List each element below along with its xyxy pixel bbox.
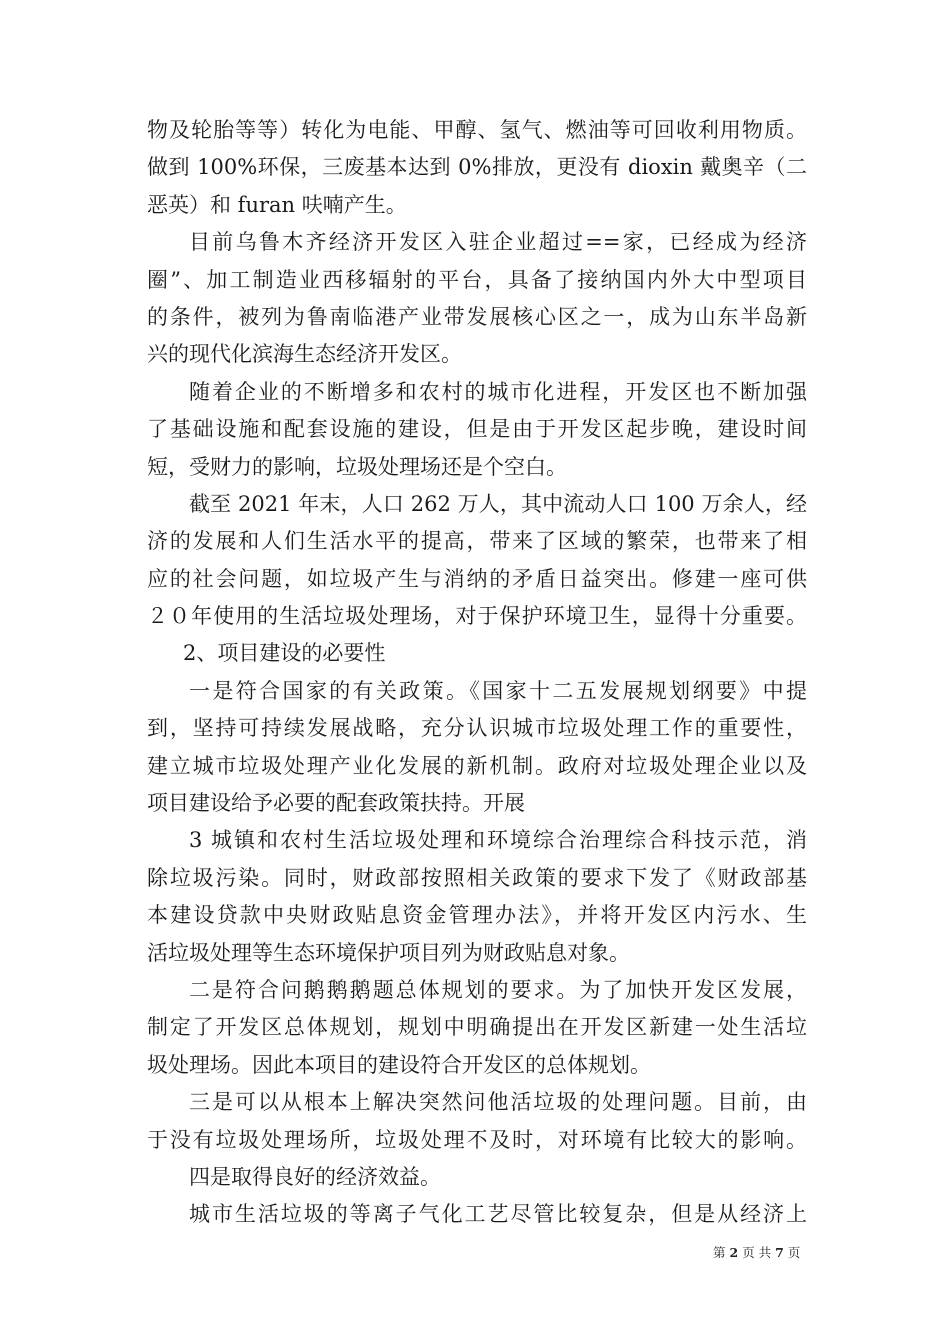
text-line: 物及轮胎等等）转化为电能、甲醇、氢气、燃油等可回收利用物质。 — [147, 118, 807, 142]
paragraph-start-line: 随着企业的不断增多和农村的城市化进程，开发区也不断加强 — [189, 379, 807, 404]
footer-prefix: 第 — [713, 1245, 726, 1260]
paragraph-start-line: 3 城镇和农村生活垃圾处理和环境综合治理综合科技示范，消 — [189, 828, 807, 853]
text-line: 应的社会问题，如垃圾产生与消纳的矛盾日益突出。修建一座可供 — [147, 566, 807, 591]
text-line: 恶英）和 furan 呋喃产生。 — [147, 192, 407, 217]
text-line: 建立城市垃圾处理产业化发展的新机制。政府对垃圾处理企业以及 — [147, 753, 807, 778]
text-line: 做到 100%环保，三废基本达到 0%排放，更没有 dioxin 戴奥辛（二 — [147, 155, 807, 180]
text-line: 圈”、加工制造业西移辐射的平台，具备了接纳国内外大中型项目 — [147, 267, 807, 292]
text-line: 了基础设施和配套设施的建设，但是由于开发区起步晚，建设时间 — [147, 417, 807, 442]
footer-middle: 页 共 — [742, 1245, 772, 1260]
text-line: 本建设贷款中央财政贴息资金管理办法》，并将开发区内污水、生 — [147, 903, 807, 928]
paragraph-start-line: 目前乌鲁木齐经济开发区入驻企业超过==家，已经成为经济 — [189, 230, 807, 255]
section-heading: 2、项目建设的必要性 — [183, 641, 386, 666]
text-line: 圾处理场。因此本项目的建设符合开发区的总体规划。 — [147, 1052, 651, 1077]
footer-suffix: 页 — [787, 1245, 801, 1260]
current-page-number: 2 — [729, 1245, 739, 1260]
paragraph-start-line: 二是符合问鹅鹅鹅题总体规划的要求。为了加快开发区发展， — [189, 977, 807, 1002]
paragraph-start-line: 四是取得良好的经济效益。 — [189, 1164, 441, 1189]
page-number-footer — [713, 1245, 800, 1261]
text-line: 制定了开发区总体规划，规划中明确提出在开发区新建一处生活垃 — [147, 1015, 807, 1040]
text-line: 除垃圾污染。同时，财政部按照相关政策的要求下发了《财政部基 — [147, 865, 807, 890]
text-line: 的条件，被列为鲁南临港产业带发展核心区之一，成为山东半岛新 — [147, 304, 807, 329]
text-line: 短，受财力的影响，垃圾处理场还是个空白。 — [147, 454, 567, 479]
text-line: 兴的现代化滨海生态经济开发区。 — [147, 342, 462, 367]
text-line: 活垃圾处理等生态环境保护项目列为财政贴息对象。 — [147, 940, 630, 965]
text-line: 项目建设给予必要的配套政策扶持。开展 — [147, 791, 525, 816]
paragraph-start-line: 一是符合国家的有关政策。《国家十二五发展规划纲要》中提 — [189, 678, 807, 703]
paragraph-start-line: 三是可以从根本上解决突然问他活垃圾的处理问题。目前，由 — [189, 1090, 807, 1115]
paragraph-start-line: 城市生活垃圾的等离子气化工艺尽管比较复杂，但是从经济上 — [189, 1202, 807, 1227]
total-pages-number: 7 — [775, 1245, 784, 1260]
text-line: 到，坚持可持续发展战略，充分认识城市垃圾处理工作的重要性， — [147, 716, 807, 741]
body-text — [147, 112, 807, 1234]
paragraph-start-line: 截至 2021 年末，人口 262 万人，其中流动人口 100 万余人，经 — [189, 491, 807, 516]
text-line: ２０年使用的生活垃圾处理场，对于保护环境卫生，显得十分重要。 — [147, 604, 807, 629]
text-line: 济的发展和人们生活水平的提高，带来了区域的繁荣，也带来了相 — [147, 529, 807, 554]
text-line: 于没有垃圾处理场所，垃圾处理不及时，对环境有比较大的影响。 — [147, 1127, 807, 1152]
